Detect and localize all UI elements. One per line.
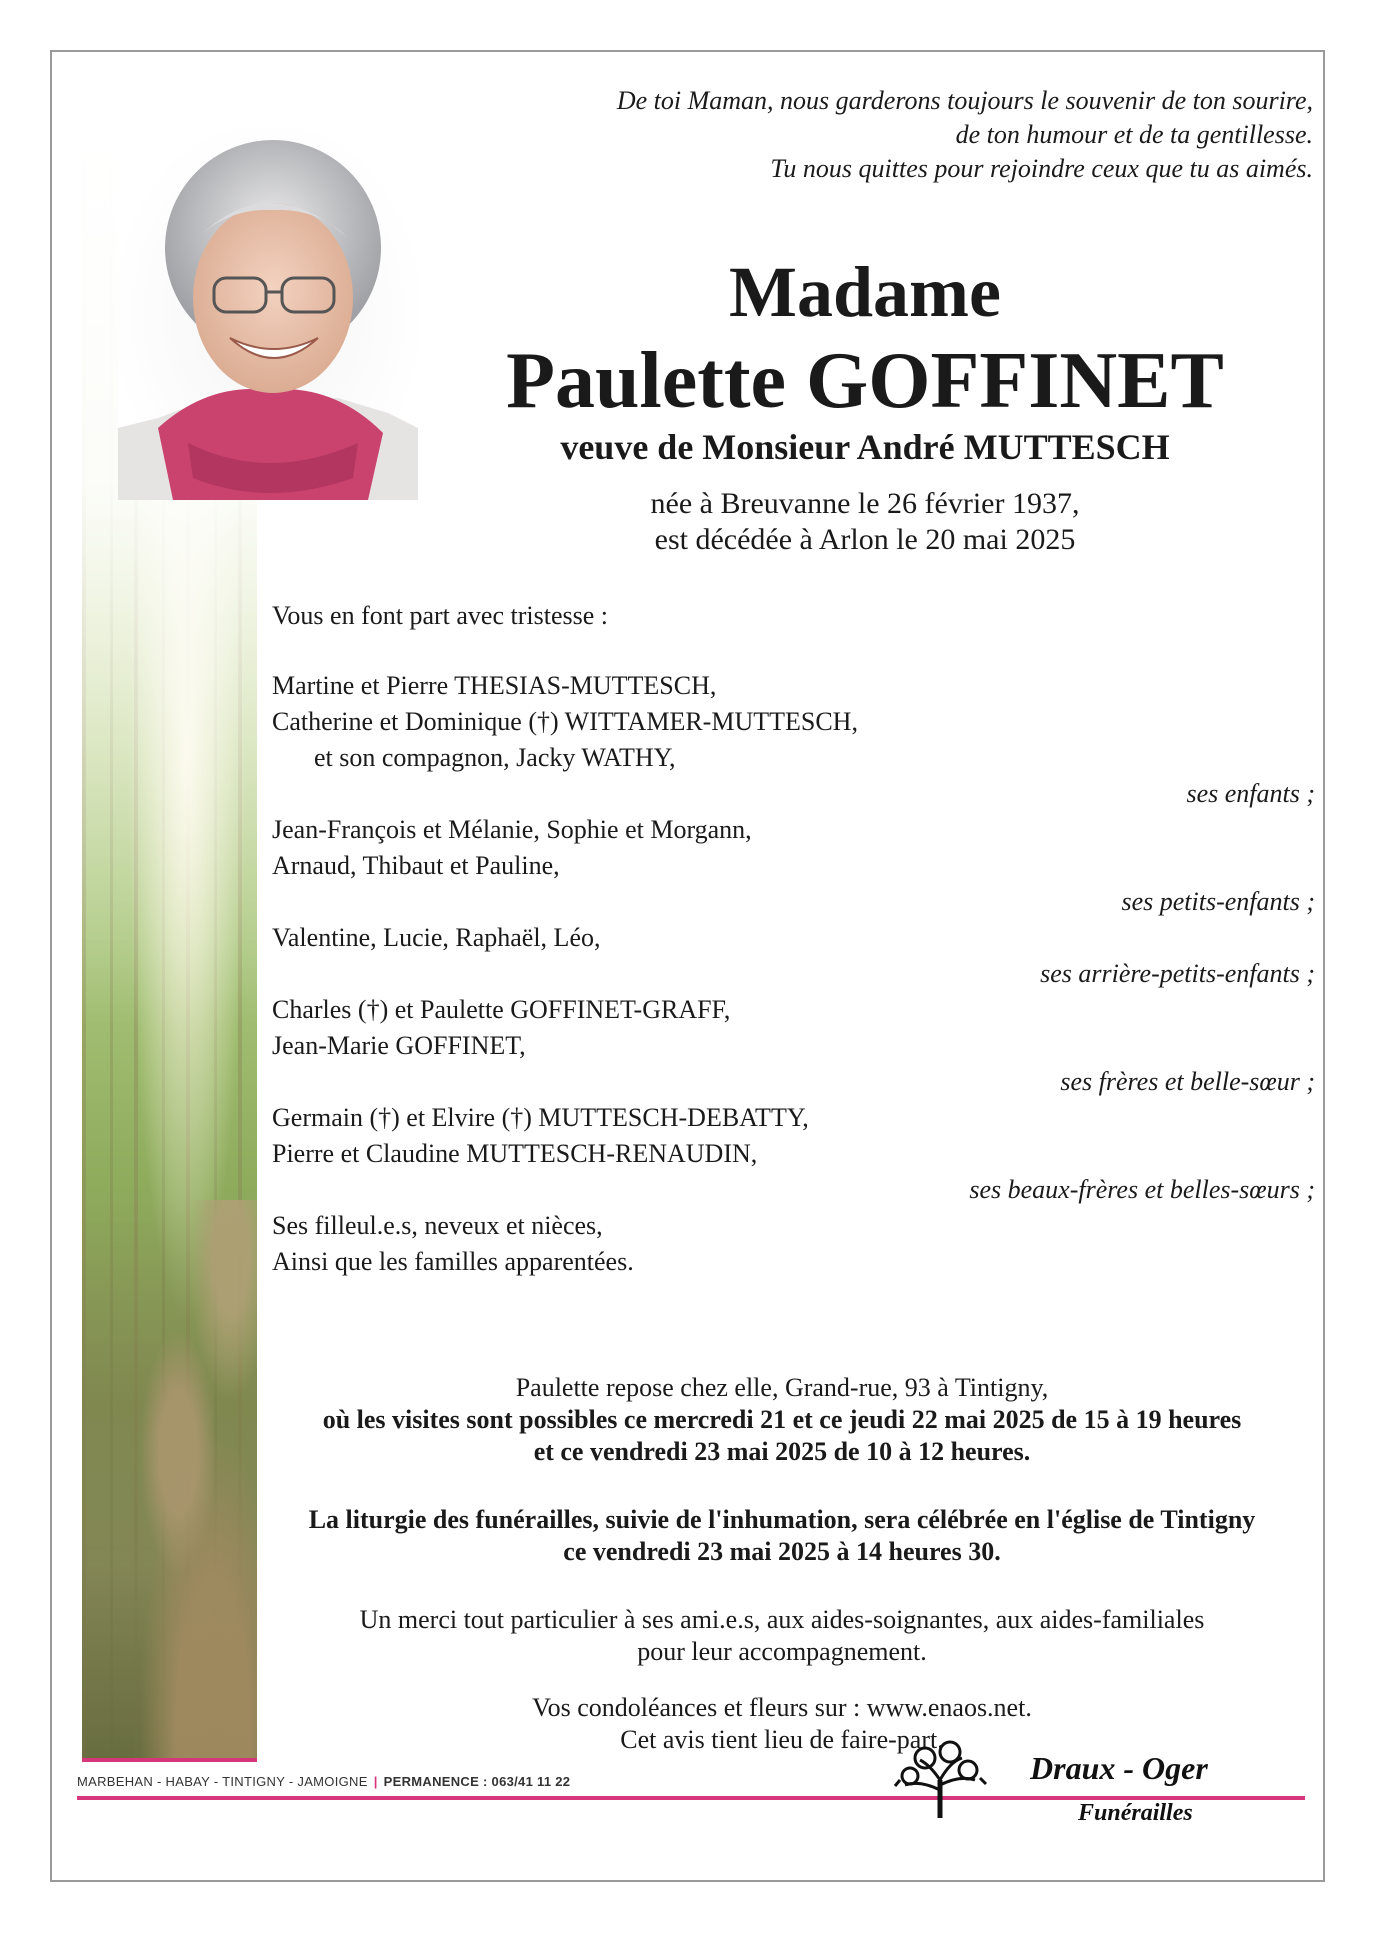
- family-line: Catherine et Dominique (†) WITTAMER-MUTTESCH,: [272, 707, 858, 736]
- forest-path-decoration: [82, 1200, 257, 1760]
- family-line: Germain (†) et Elvire (†) MUTTESCH-DEBATTY,: [272, 1103, 809, 1132]
- thanks-line: Un merci tout particulier à ses ami.e.s, aux aides-soignantes, aux aides-familiales: [359, 1605, 1205, 1634]
- footer-contact: [77, 1774, 570, 1789]
- thanks-text: [262, 1604, 1302, 1668]
- family-line: Ses filleul.e.s, neveux et nièces,: [272, 1211, 603, 1240]
- condolences-text: [262, 1692, 1302, 1756]
- family-line: Valentine, Lucie, Raphaël, Léo,: [272, 923, 601, 952]
- intro-line: Vous en font part avec tristesse :: [272, 601, 608, 630]
- tree-logo-icon: [890, 1740, 990, 1820]
- intro-text: [272, 598, 1315, 634]
- visit-line: et ce vendredi 23 mai 2025 de 10 à 12 heures.: [533, 1437, 1031, 1466]
- honorific-title: Madame: [729, 252, 1001, 332]
- family-line: Martine et Pierre THESIAS-MUTTESCH,: [272, 671, 717, 700]
- relationship-label: ses arrière-petits-enfants ;: [1040, 959, 1315, 988]
- quote-line: de ton humour et de ta gentillesse.: [955, 120, 1313, 149]
- liturgy-info: [262, 1504, 1302, 1568]
- widow-line: veuve de Monsieur André MUTTESCH: [560, 427, 1170, 467]
- birth-line: née à Breuvanne le 26 février 1937,: [650, 487, 1080, 520]
- family-line: Pierre et Claudine MUTTESCH-RENAUDIN,: [272, 1139, 758, 1168]
- relationship-label: ses enfants ;: [1186, 779, 1315, 808]
- footer-separator: |: [373, 1774, 378, 1789]
- family-line: Jean-Marie GOFFINET,: [272, 1031, 526, 1060]
- quote-line: Tu nous quittes pour rejoindre ceux que tu as aimés.: [770, 154, 1313, 183]
- footer-locations: MARBEHAN - HABAY - TINTIGNY - JAMOIGNE: [77, 1774, 368, 1789]
- family-list: [272, 668, 1315, 1280]
- family-line: Arnaud, Thibaut et Pauline,: [272, 851, 560, 880]
- visitation-info: [262, 1372, 1302, 1468]
- relationship-label: ses frères et belle-sœur ;: [1060, 1067, 1315, 1096]
- liturgy-line: La liturgie des funérailles, suivie de l'inhumation, sera célébrée en l'église de Tintigny: [308, 1505, 1256, 1534]
- forest-accent-bar: [82, 1758, 257, 1762]
- death-line: est décédée à Arlon le 20 mai 2025: [654, 523, 1076, 556]
- visit-line: où les visites sont possibles ce mercredi 21 et ce jeudi 22 mai 2025 de 15 à 19 heures: [322, 1405, 1242, 1434]
- quote-line: De toi Maman, nous garderons toujours le souvenir de ton sourire,: [616, 86, 1313, 115]
- footer-permanence: PERMANENCE : 063/41 11 22: [383, 1774, 571, 1789]
- relationship-label: ses petits-enfants ;: [1121, 887, 1315, 916]
- portrait-photo: [118, 128, 418, 500]
- brand-logo-name: Draux - Oger: [1030, 1750, 1208, 1786]
- family-line: Charles (†) et Paulette GOFFINET-GRAFF,: [272, 995, 731, 1024]
- family-line: Jean-François et Mélanie, Sophie et Morgann,: [272, 815, 752, 844]
- family-line: Ainsi que les familles apparentées.: [272, 1247, 634, 1276]
- thanks-line: pour leur accompagnement.: [637, 1637, 927, 1666]
- visit-line: Paulette repose chez elle, Grand-rue, 93 à Tintigny,: [515, 1373, 1049, 1402]
- birth-death-dates: [470, 486, 1260, 558]
- deceased-name: Paulette GOFFINET: [506, 337, 1224, 425]
- memorial-quote: [413, 84, 1313, 186]
- condolences-line: Vos condoléances et fleurs sur : www.enaos.net.: [532, 1693, 1032, 1722]
- relationship-label: ses beaux-frères et belles-sœurs ;: [969, 1175, 1315, 1204]
- condolences-line: Cet avis tient lieu de faire-part.: [620, 1725, 944, 1754]
- brand-logo-subtitle: Funérailles: [1070, 1800, 1201, 1827]
- family-line: et son compagnon, Jacky WATHY,: [314, 743, 676, 772]
- liturgy-line: ce vendredi 23 mai 2025 à 14 heures 30.: [563, 1537, 1001, 1566]
